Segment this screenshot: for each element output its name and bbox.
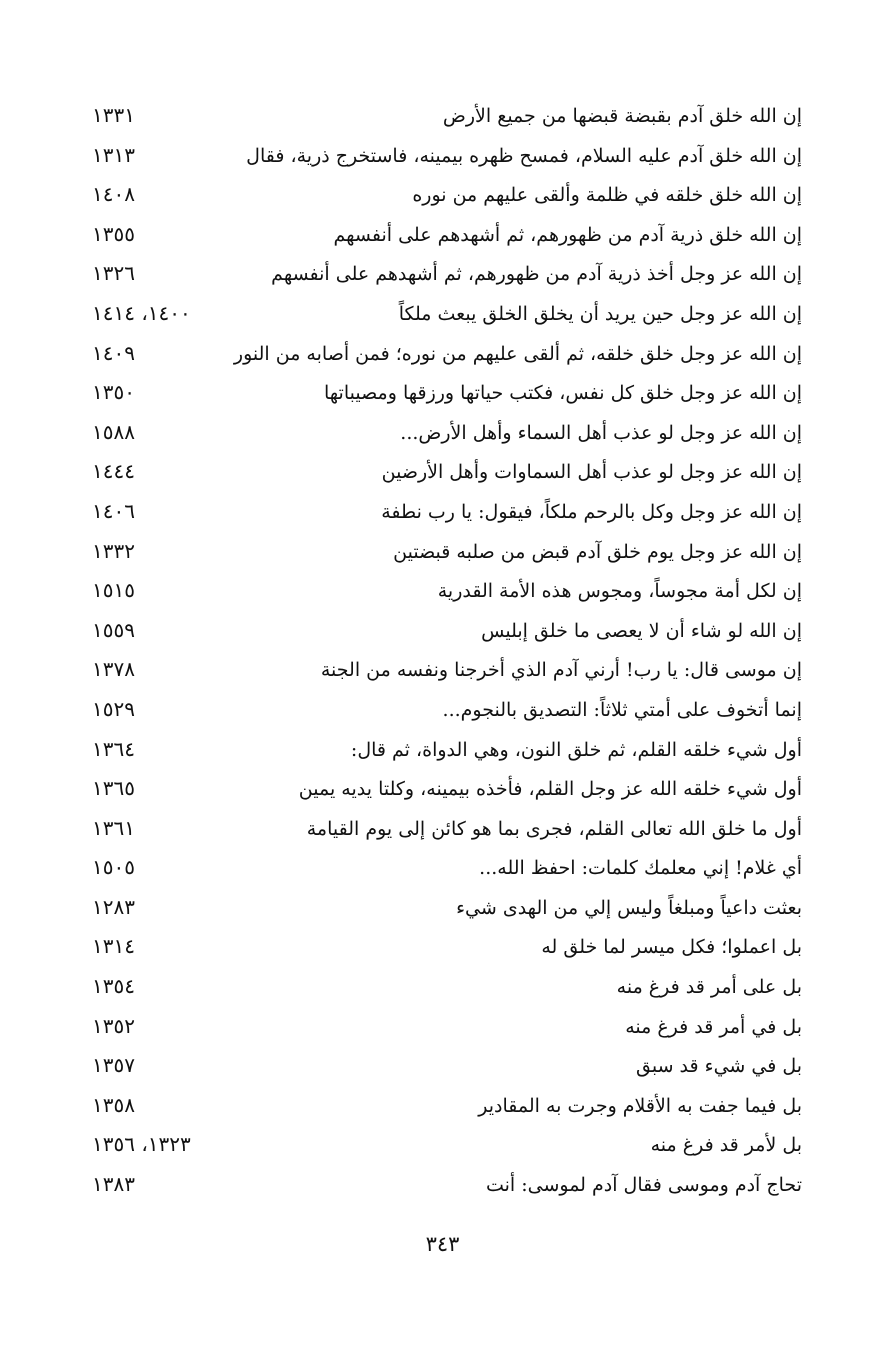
- hadith-reference-numbers: ١٤٠٦: [92, 498, 135, 523]
- hadith-reference-numbers: ١٣٥٥: [92, 221, 135, 246]
- hadith-reference-numbers: ١٤٠٩: [92, 340, 135, 365]
- hadith-text: إن لكل أمة مجوساً، ومجوس هذه الأمة القدرية: [437, 580, 802, 603]
- hadith-text: بل لأمر قد فرغ منه: [650, 1134, 802, 1157]
- index-entry: [0, 534, 885, 574]
- hadith-text: أول شيء خلقه الله عز وجل القلم، فأخذه بيمينه، وكلتا يديه يمين: [298, 778, 802, 801]
- hadith-text: بعثت داعياً ومبلغاً وليس إلي من الهدى شيء: [456, 896, 802, 919]
- hadith-reference-numbers: ١٣١٣: [92, 142, 135, 167]
- hadith-reference-numbers: ١٣٢٦: [92, 261, 135, 286]
- index-entry: [0, 415, 885, 455]
- hadith-reference-numbers: ١٥١٥: [92, 578, 135, 603]
- index-entry: [0, 850, 885, 890]
- index-entry: [0, 929, 885, 969]
- hadith-text: أول شيء خلقه القلم، ثم خلق النون، وهي الدواة، ثم قال:: [350, 738, 802, 761]
- hadith-text: إنما أتخوف على أمتي ثلاثاً: التصديق بالنجوم...: [442, 698, 802, 721]
- hadith-text: إن موسى قال: يا رب! أرني آدم الذي أخرجنا ونفسه من الجنة: [320, 659, 802, 682]
- hadith-text: إن الله خلق آدم عليه السلام، فمسح ظهره بيمينه، فاستخرج ذرية، فقال: [246, 144, 802, 167]
- hadith-reference-numbers: ١٥٠٥: [92, 855, 135, 880]
- index-entry: [0, 613, 885, 653]
- hadith-text: بل في أمر قد فرغ منه: [625, 1015, 802, 1038]
- hadith-reference-numbers: ١٥٨٨: [92, 419, 135, 444]
- hadith-reference-numbers: ١٣٧٨: [92, 657, 135, 682]
- index-entry: [0, 375, 885, 415]
- index-entry: [0, 217, 885, 257]
- hadith-text: بل فيما جفت به الأقلام وجرت به المقادير: [478, 1094, 802, 1117]
- index-entry: [0, 1009, 885, 1049]
- hadith-text: إن الله عز وجل حين يريد أن يخلق الخلق يبعث ملكاً: [398, 302, 802, 325]
- hadith-reference-numbers: ١٣١٤: [92, 934, 135, 959]
- hadith-reference-numbers: ١٣٥٠: [92, 380, 135, 405]
- hadith-reference-numbers: ١٤٤٤: [92, 459, 135, 484]
- hadith-text: بل على أمر قد فرغ منه: [616, 976, 802, 999]
- hadith-reference-numbers: ١٤٠٠، ١٤١٤: [92, 300, 191, 325]
- hadith-text: إن الله خلق ذرية آدم من ظهورهم، ثم أشهدهم على أنفسهم: [333, 223, 802, 246]
- index-entry: [0, 573, 885, 613]
- index-entry: [0, 890, 885, 930]
- hadith-text: إن الله لو شاء أن لا يعصى ما خلق إبليس: [481, 619, 802, 642]
- hadith-text: تحاج آدم وموسى فقال آدم لموسى: أنت: [485, 1174, 802, 1197]
- hadith-reference-numbers: ١٣٥٢: [92, 1013, 135, 1038]
- index-entry: [0, 454, 885, 494]
- index-entry: [0, 652, 885, 692]
- hadith-reference-numbers: ١٣٨٣: [92, 1172, 135, 1197]
- hadith-text: بل في شيء قد سبق: [636, 1055, 802, 1078]
- hadith-reference-numbers: ١٣٥٧: [92, 1053, 135, 1078]
- hadith-reference-numbers: ١٣٥٨: [92, 1092, 135, 1117]
- hadith-index-list: [0, 98, 885, 1207]
- hadith-text: إن الله خلق آدم بقبضة قبضها من جميع الأرض: [442, 105, 802, 127]
- hadith-text: إن الله عز وجل يوم خلق آدم قبض من صلبه قبضتين: [393, 540, 802, 563]
- index-entry: [0, 177, 885, 217]
- hadith-reference-numbers: ١٥٢٩: [92, 696, 135, 721]
- hadith-reference-numbers: ١٣٦١: [92, 815, 135, 840]
- index-entry: [0, 1167, 885, 1207]
- hadith-text: أي غلام! إني معلمك كلمات: احفظ الله...: [479, 857, 802, 880]
- index-entry: [0, 771, 885, 811]
- index-entry: [0, 1088, 885, 1128]
- hadith-text: إن الله عز وجل لو عذب أهل السماء وأهل الأرض...: [400, 421, 802, 444]
- hadith-text: إن الله عز وجل وكل بالرحم ملكاً، فيقول: يا رب نطفة: [381, 500, 802, 523]
- index-entry: [0, 138, 885, 178]
- index-entry: [0, 256, 885, 296]
- page-number: ٣٤٣: [425, 1232, 460, 1256]
- index-entry: [0, 732, 885, 772]
- hadith-reference-numbers: ١٤٠٨: [92, 182, 135, 207]
- hadith-reference-numbers: ١٣٦٥: [92, 776, 135, 801]
- hadith-text: إن الله عز وجل خلق خلقه، ثم ألقى عليهم من نوره؛ فمن أصابه من النور: [233, 342, 802, 365]
- hadith-reference-numbers: ١٣٢٣، ١٣٥٦: [92, 1132, 191, 1157]
- hadith-text: إن الله عز وجل خلق كل نفس، فكتب حياتها ورزقها ومصيباتها: [323, 382, 802, 405]
- hadith-reference-numbers: ١٥٥٩: [92, 617, 135, 642]
- index-entry: [0, 1048, 885, 1088]
- hadith-text: أول ما خلق الله تعالى القلم، فجرى بما هو كائن إلى يوم القيامة: [306, 817, 802, 840]
- index-entry: [0, 98, 885, 138]
- hadith-reference-numbers: ١٣٣٢: [92, 538, 135, 563]
- index-entry: [0, 692, 885, 732]
- index-entry: [0, 1127, 885, 1167]
- hadith-reference-numbers: ١٣٣١: [92, 103, 135, 127]
- hadith-text: إن الله خلق خلقه في ظلمة وألقى عليهم من نوره: [412, 184, 802, 207]
- hadith-reference-numbers: ١٣٥٤: [92, 974, 135, 999]
- hadith-text: بل اعملوا؛ فكل ميسر لما خلق له: [541, 936, 802, 959]
- index-entry: [0, 494, 885, 534]
- hadith-text: إن الله عز وجل لو عذب أهل السماوات وأهل الأرضين: [381, 461, 802, 484]
- index-entry: [0, 296, 885, 336]
- index-entry: [0, 969, 885, 1009]
- hadith-reference-numbers: ١٢٨٣: [92, 894, 135, 919]
- hadith-text: إن الله عز وجل أخذ ذرية آدم من ظهورهم، ثم أشهدهم على أنفسهم: [271, 263, 802, 286]
- index-entry: [0, 811, 885, 851]
- index-entry: [0, 336, 885, 376]
- hadith-reference-numbers: ١٣٦٤: [92, 736, 135, 761]
